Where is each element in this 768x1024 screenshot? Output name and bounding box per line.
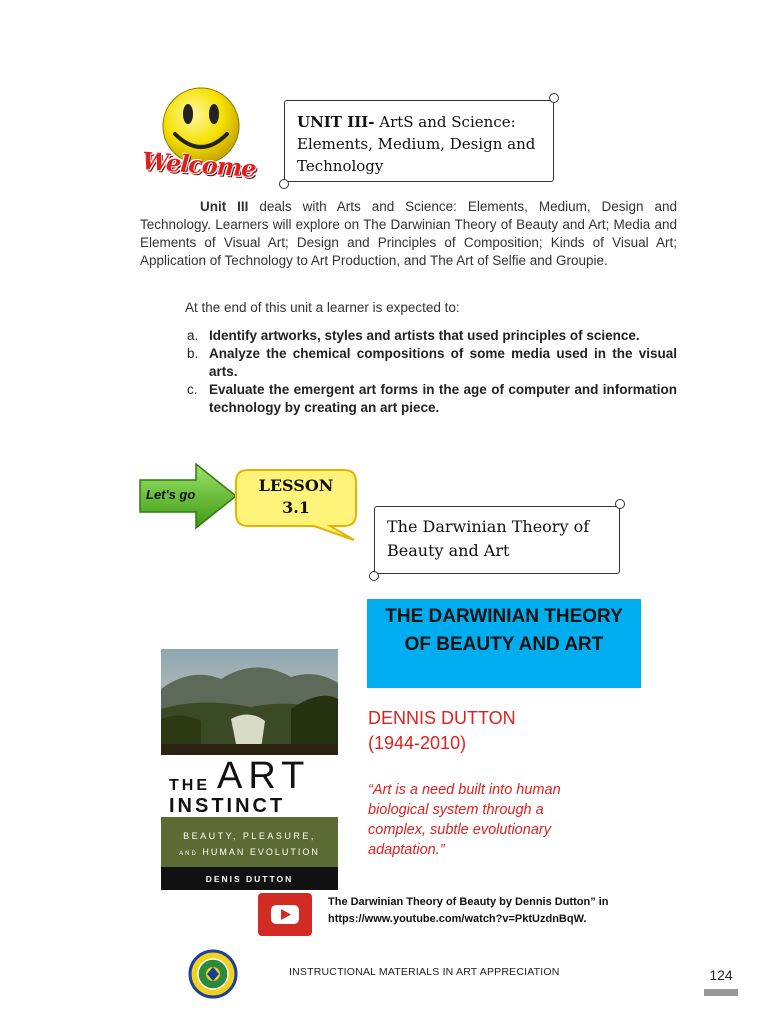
book-title-area: [161, 755, 338, 817]
video-reference-link[interactable]: https://www.youtube.com/watch?v=PktUzdnBqW.: [328, 913, 587, 925]
objective-item: c. Evaluate the emergent art forms in the age of computer and information technology by creating an art piece.: [187, 382, 677, 415]
welcome-graphic: [138, 86, 264, 188]
author-name: DENNIS DUTTON: [368, 708, 516, 728]
lesson-number: 3.1: [282, 498, 310, 517]
university-seal-icon: [188, 949, 238, 999]
landscape-painting: [161, 649, 338, 755]
objective-item: b. Analyze the chemical compositions of some media used in the visual arts.: [187, 346, 677, 379]
unit-title: UNIT III- ArtS and Science: Elements, Medium, Design and Technology: [297, 113, 536, 175]
book-title-art: ART: [217, 755, 311, 797]
book-subtitle-2: AND HUMAN EVOLUTION: [179, 847, 320, 857]
video-reference-line1: The Darwinian Theory of Beauty by Dennis Dutton” in: [328, 896, 609, 908]
scroll-curl: [279, 179, 289, 189]
lesson-bubble: [234, 468, 358, 542]
author-years: (1944-2010): [368, 733, 467, 753]
page-number: 124: [709, 967, 733, 983]
youtube-icon-box[interactable]: [258, 893, 312, 936]
objective-item: a. Identify artworks, styles and artists that used principles of science.: [187, 328, 640, 343]
youtube-play-icon[interactable]: [258, 893, 312, 936]
welcome-label: Welcome: [141, 146, 257, 183]
unit-banner: [284, 100, 554, 182]
book-subtitle-1: BEAUTY, PLEASURE,: [183, 831, 316, 841]
lets-go-label: Let's go: [146, 487, 196, 502]
author-quote: “Art is a need built into human biological system through a complex, subtle evolutionary adaptation.”: [368, 782, 561, 858]
book-cover: [161, 649, 338, 890]
scroll-curl: [615, 499, 625, 509]
scroll-curl: [369, 571, 379, 581]
lets-go-arrow: [138, 462, 238, 530]
objectives-list: [187, 327, 677, 417]
book-title-the: THE: [169, 777, 210, 794]
scroll-curl: [549, 93, 559, 103]
book-subtitle-area: [161, 817, 338, 867]
intro-lead: Unit III: [200, 199, 249, 214]
objectives-lead: At the end of this unit a learner is expected to:: [185, 300, 460, 315]
intro-body: deals with Arts and Science: Elements, Medium, Design and Technology. Learners will explore on The Darwinian Theory of Beauty and Art; Media and Elements of Visual Art; Design and Principles of Composition; Kinds of Visual Art; Application of Technology to Art Production, and The Art of Selfie and Groupie.: [140, 199, 678, 268]
book-title-instinct: INSTINCT: [169, 795, 286, 817]
book-author: DENIS DUTTON: [205, 874, 294, 884]
lesson-label: LESSON: [258, 476, 334, 495]
blue-title-box: [367, 599, 641, 688]
footer-text: INSTRUCTIONAL MATERIALS IN ART APPRECIATION: [289, 966, 560, 978]
intro-paragraph: [140, 198, 677, 270]
lesson-banner: [374, 506, 620, 574]
lesson-title: The Darwinian Theory of Beauty and Art: [387, 517, 590, 560]
page-number-bar: [704, 989, 738, 996]
blue-box-title: THE DARWINIAN THEORY OF BEAUTY AND ART: [385, 606, 623, 655]
